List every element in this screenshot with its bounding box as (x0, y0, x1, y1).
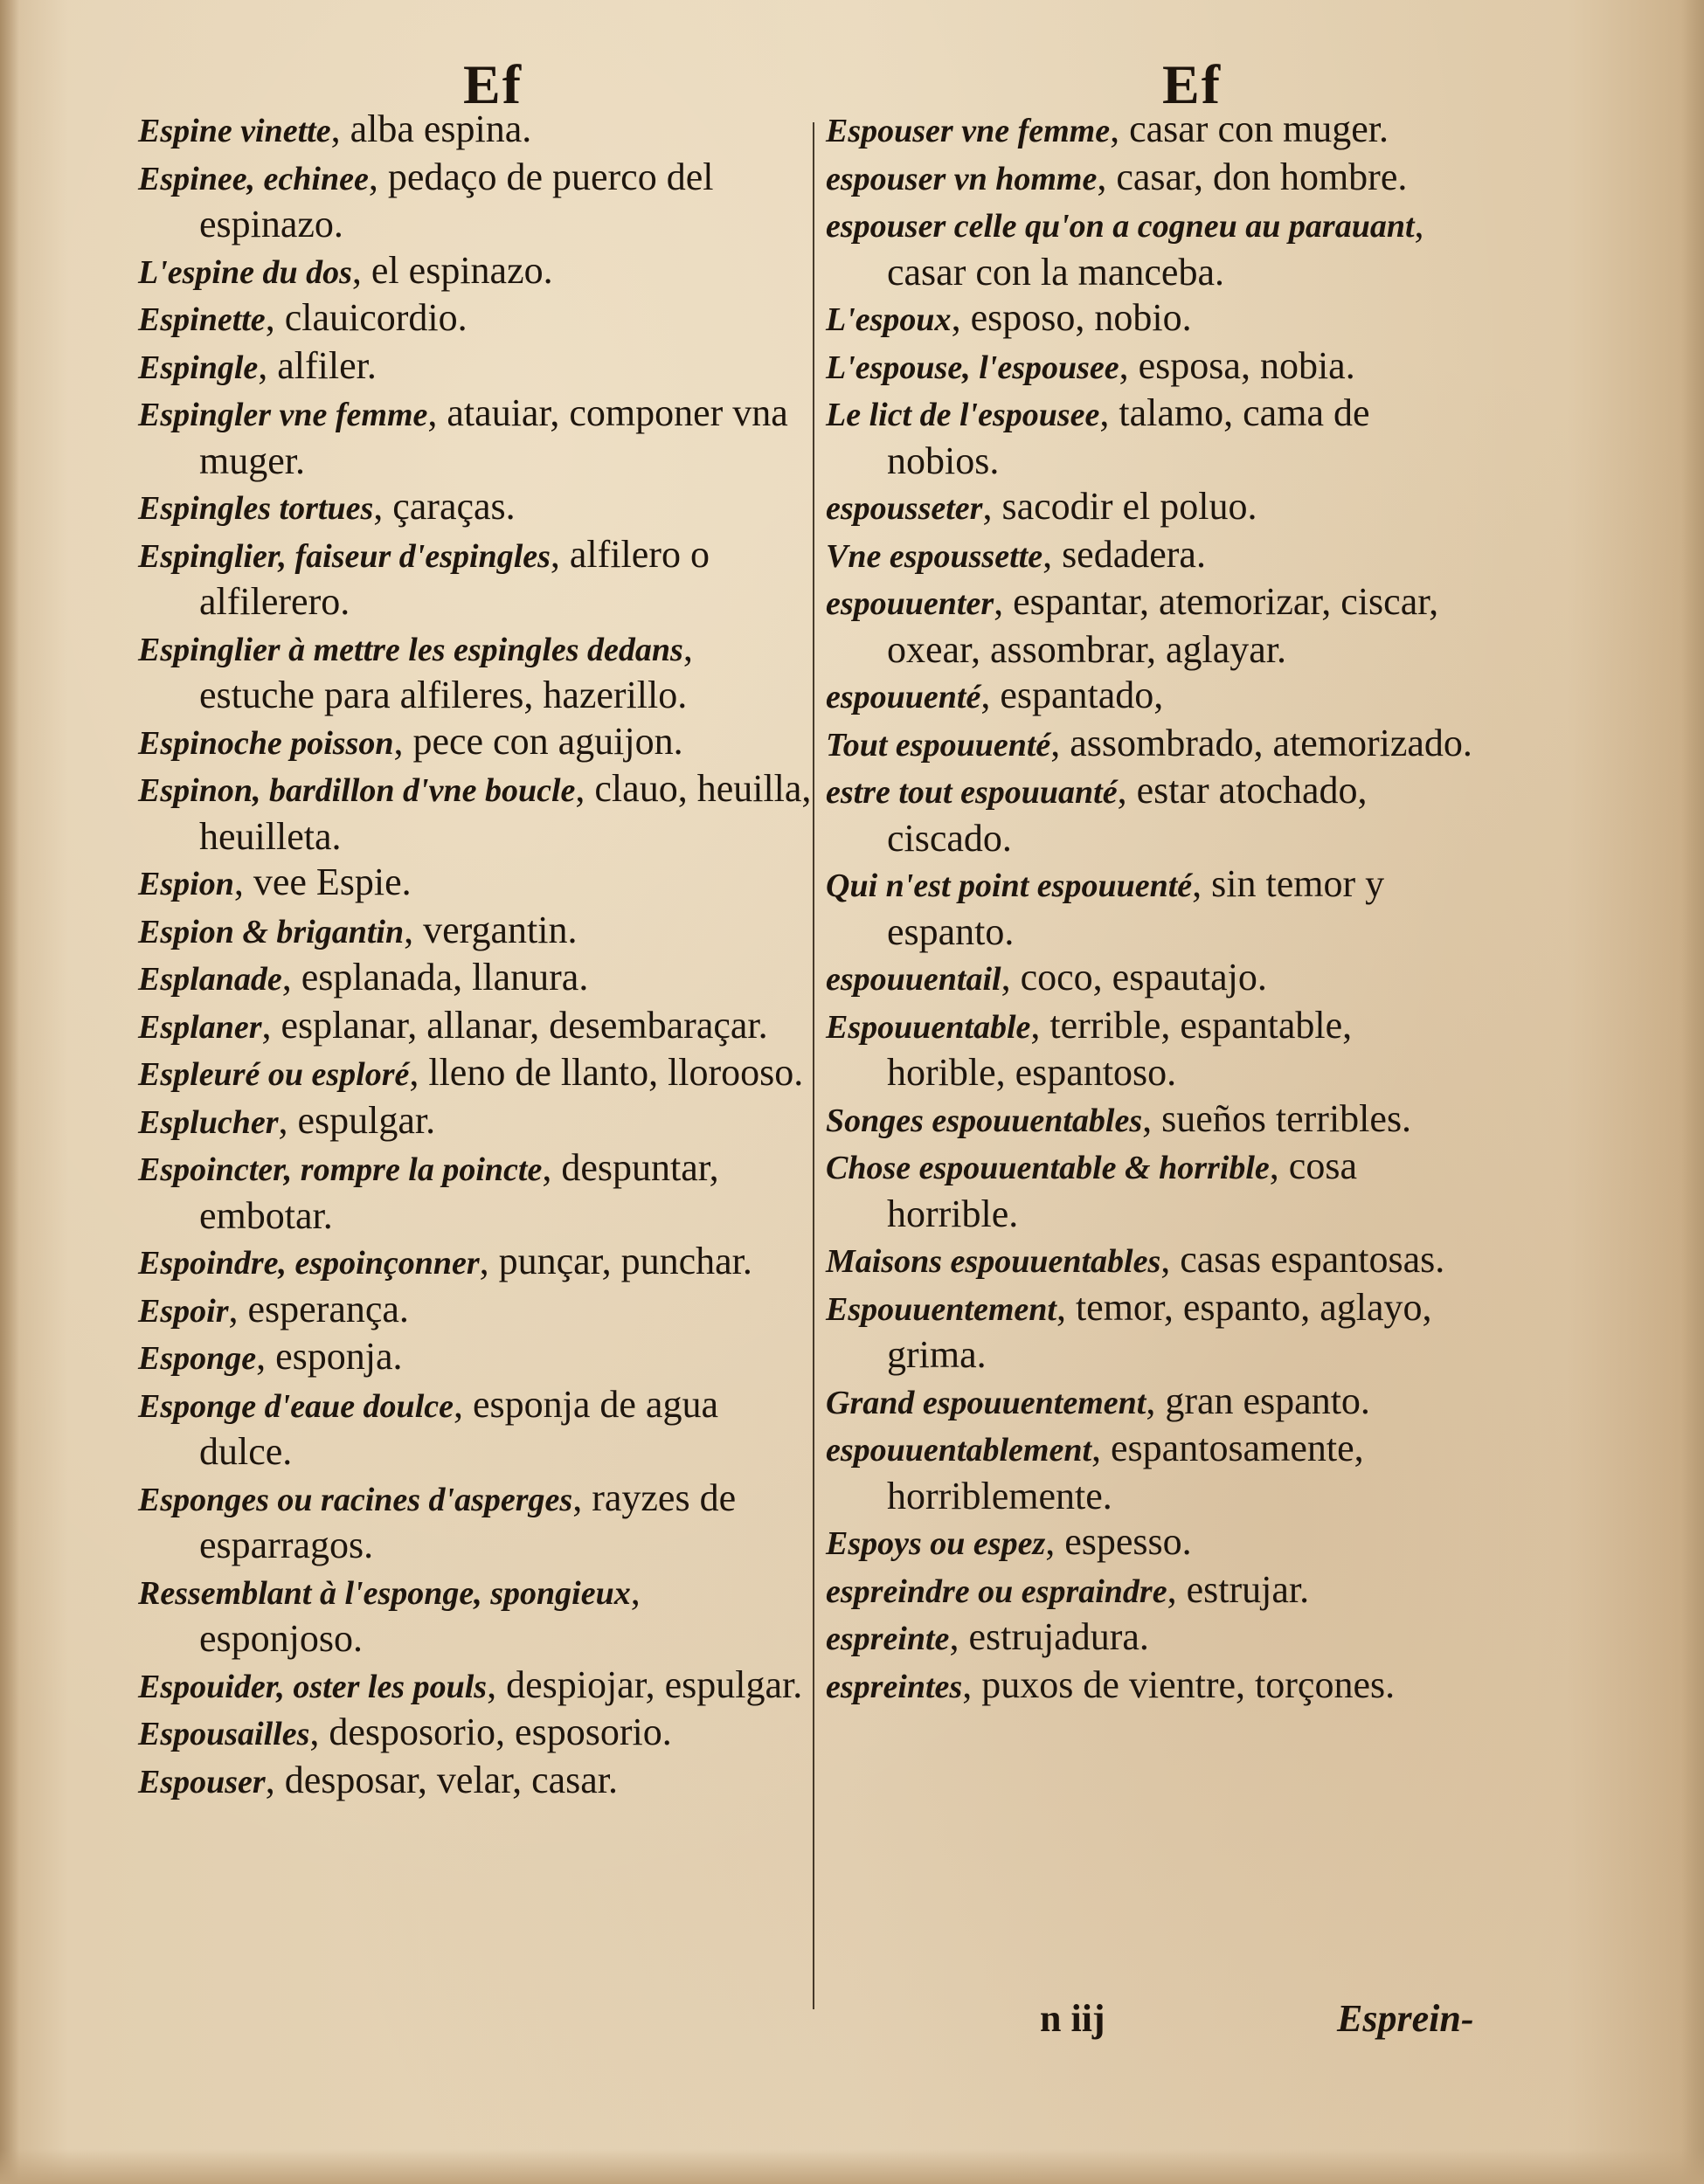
page-edge-bottom (0, 2149, 1704, 2184)
entry-headword: Songes espouuentables (826, 1102, 1143, 1139)
entry-headword: espousseter (826, 490, 983, 527)
entry-translation: , punçar, punchar. (479, 1240, 752, 1282)
entry-translation: , esplanada, llanura. (281, 956, 589, 999)
entry-headword: Maisons espouuentables (826, 1243, 1161, 1280)
entry-headword: Espine vinette (138, 113, 331, 149)
dictionary-entry (826, 202, 1477, 295)
dictionary-entry (138, 390, 813, 484)
entry-translation: , esponja. (256, 1335, 403, 1378)
entry-translation: , lleno de llanto, llorooso. (409, 1051, 804, 1094)
entry-translation: , assombrado, atemorizado. (1050, 721, 1472, 764)
entry-translation: , casas espantosas. (1160, 1238, 1445, 1281)
dictionary-entry (826, 721, 1477, 769)
entry-translation: , esponja de agua dulce. (199, 1382, 718, 1473)
dictionary-entry (138, 1382, 813, 1476)
entry-headword: espouser vn homme (826, 160, 1098, 197)
dictionary-entry (826, 390, 1477, 484)
entry-headword: Chose espouuentable & horrible (826, 1150, 1270, 1186)
dictionary-entry (138, 1334, 813, 1382)
entry-headword: Esponges ou racines d'asperges (138, 1481, 573, 1518)
entry-translation: , estar atochado, ciscado. (887, 769, 1368, 860)
dictionary-entry (826, 1096, 1477, 1144)
dictionary-entry (826, 955, 1477, 1003)
dictionary-entry (826, 1379, 1477, 1427)
dictionary-entry (138, 766, 813, 860)
dictionary-entry (826, 1614, 1477, 1662)
entry-headword: espouuenter (826, 585, 994, 622)
entry-headword: Espoys ou espez (826, 1525, 1046, 1562)
entry-translation: , cosa horrible. (887, 1144, 1357, 1235)
entry-translation: , alba espina. (330, 107, 532, 150)
entry-headword: Espouser vne femme (826, 113, 1111, 149)
entry-headword: Espinoche poisson (138, 724, 394, 762)
entry-headword: Espouuentement (826, 1290, 1056, 1328)
entry-translation: , esponjoso. (199, 1569, 641, 1660)
entry-translation: , estrujar. (1167, 1567, 1310, 1611)
dictionary-entry (138, 1239, 813, 1287)
entry-translation: , esposo, nobio. (951, 296, 1192, 339)
dictionary-entry (826, 1426, 1477, 1519)
entry-translation: , puxos de vientre, torçones. (962, 1662, 1396, 1706)
dictionary-entry (826, 107, 1477, 155)
entry-translation: , sin temor y espanto. (887, 862, 1385, 953)
entry-headword: Vne espoussette (826, 537, 1043, 575)
entry-headword: Qui n'est point espouuenté (826, 867, 1193, 904)
dictionary-entry (138, 1145, 813, 1239)
dictionary-entry (826, 1285, 1477, 1379)
entry-headword: Espoincter, rompre la poincte (138, 1151, 543, 1188)
dictionary-entry (138, 532, 813, 625)
entry-headword: espreindre ou espraindre (826, 1572, 1167, 1610)
entry-translation: , pedaço de puerco del espinazo. (199, 155, 714, 245)
entry-translation: , clauicordio. (265, 296, 468, 339)
entry-headword: Espoir (138, 1292, 229, 1330)
entry-translation: , coco, espautajo. (1001, 956, 1267, 999)
entry-translation: , atauiar, componer vna muger. (199, 391, 788, 482)
entry-translation: , sacodir el poluo. (982, 485, 1257, 528)
dictionary-entry (138, 1476, 813, 1569)
dictionary-entry (138, 107, 813, 155)
entry-headword: Espinglier à mettre les espingles dedans (138, 631, 683, 668)
entry-translation: , espantar, atemorizar, ciscar, oxear, assombrar, aglayar. (887, 580, 1439, 671)
entry-translation: , gran espanto. (1146, 1379, 1370, 1422)
signature-mark: n iij (1040, 1997, 1105, 2040)
entry-translation: , espesso. (1045, 1520, 1192, 1563)
dictionary-entry (138, 1710, 813, 1758)
entry-headword: L'espouse, l'espousee (826, 349, 1119, 386)
dictionary-entry (138, 1758, 813, 1806)
entry-headword: Esplucher (138, 1103, 279, 1141)
entry-headword: Espinette (138, 301, 266, 338)
entry-headword: espreinte (826, 1621, 950, 1657)
dictionary-entry (826, 1144, 1477, 1237)
dictionary-entry (138, 719, 813, 767)
entry-headword: Espingles tortues (138, 490, 374, 527)
dictionary-entry (138, 484, 813, 532)
entry-translation: , pece con aguijon. (393, 719, 683, 763)
dictionary-entry (138, 1569, 813, 1662)
entry-translation: , temor, espanto, aglayo, grima. (887, 1285, 1432, 1376)
dictionary-entry (138, 1662, 813, 1711)
entry-headword: Espinglier, faiseur d'espingles (138, 537, 551, 575)
entry-headword: Espouider, oster les pouls (138, 1668, 488, 1705)
entry-translation: , espantosamente, horriblemente. (887, 1427, 1364, 1517)
dictionary-entry (138, 1287, 813, 1335)
entry-translation: , despiojar, espulgar. (487, 1662, 803, 1706)
dictionary-entry (826, 673, 1477, 721)
entry-headword: L'espine du dos (138, 253, 352, 291)
entry-translation: , casar con muger. (1110, 107, 1389, 150)
entry-translation: , esposa, nobia. (1119, 343, 1355, 387)
entry-translation: , clauo, heuilla, heuilleta. (199, 767, 812, 858)
dictionary-entry (138, 908, 813, 956)
running-head-right: Ef (1162, 53, 1222, 115)
entry-headword: estre tout espouuanté (826, 774, 1118, 811)
entry-translation: , terrible, espantable, horible, espantoso. (887, 1003, 1353, 1094)
entry-translation: , vee Espie. (233, 860, 412, 903)
entry-headword: Espingler vne femme (138, 397, 428, 433)
entry-headword: Le lict de l'espousee (826, 397, 1100, 433)
dictionary-entry (826, 1003, 1477, 1096)
entry-headword: Espinee, echinee (138, 160, 369, 197)
right-column (826, 107, 1477, 1710)
dictionary-entry (138, 295, 813, 343)
entry-headword: Espinon, bardillon d'vne boucle (138, 772, 576, 809)
dictionary-entry (826, 1662, 1477, 1711)
entry-headword: espouser celle qu'on a cogneu au parauant (826, 208, 1415, 245)
dictionary-entry (826, 768, 1477, 861)
entry-headword: Espion & brigantin (138, 913, 405, 950)
dictionary-entry (138, 155, 813, 248)
entry-translation: , estuche para alfileres, hazerillo. (199, 625, 693, 716)
running-head-left: Ef (463, 53, 523, 115)
dictionary-entry (826, 1567, 1477, 1615)
entry-translation: , casar, don hombre. (1097, 155, 1408, 198)
entry-translation: , desposar, velar, casar. (265, 1758, 619, 1801)
entry-headword: Esplanade (138, 961, 282, 998)
entry-headword: Tout espouuenté (826, 726, 1051, 764)
entry-translation: , sueños terribles. (1142, 1096, 1412, 1140)
entry-headword: Ressemblant à l'esponge, spongieux (138, 1574, 631, 1612)
catchword: Esprein- (1337, 1997, 1474, 2040)
dictionary-entry (826, 1237, 1477, 1285)
entry-headword: Espingle (138, 349, 259, 386)
dictionary-entry (826, 532, 1477, 580)
dictionary-entry (826, 343, 1477, 391)
entry-translation: , espantado, (980, 674, 1164, 716)
entry-headword: Espousailles (138, 1716, 310, 1752)
entry-translation: , estrujadura. (949, 1615, 1149, 1658)
dictionary-entry (138, 860, 813, 908)
entry-translation: , esplanar, allanar, desembaraçar. (261, 1003, 768, 1047)
dictionary-entry (826, 861, 1477, 955)
dictionary-entry (138, 343, 813, 391)
entry-translation: , rayzes de esparragos. (199, 1476, 737, 1566)
entry-translation: , alfilero o alfilerero. (199, 532, 710, 623)
entry-translation: , despuntar, embotar. (199, 1146, 719, 1237)
entry-headword: Esponge (138, 1340, 257, 1377)
page-edge-right (1681, 0, 1704, 2184)
dictionary-entry (826, 1519, 1477, 1567)
dictionary-entry (138, 955, 813, 1003)
page-edge-left (0, 0, 19, 2184)
entry-translation: , talamo, cama de nobios. (887, 391, 1370, 482)
entry-headword: Espouuentable (826, 1008, 1031, 1046)
entry-headword: Espouser (138, 1763, 266, 1800)
dictionary-entry (826, 295, 1477, 343)
dictionary-entry (138, 625, 813, 719)
dictionary-entry (138, 1050, 813, 1098)
entry-translation: , esperança. (228, 1287, 409, 1330)
entry-headword: Grand espouuentement (826, 1384, 1146, 1421)
entry-translation: , desposorio, esposorio. (309, 1711, 672, 1753)
entry-translation: , casar con la manceba. (887, 203, 1424, 294)
entry-translation: , alfiler. (258, 343, 377, 387)
dictionary-entry (826, 484, 1477, 532)
column-divider (813, 122, 814, 2009)
entry-translation: , sedadera. (1042, 532, 1206, 576)
dictionary-entry (826, 579, 1477, 673)
dictionary-entry (138, 248, 813, 296)
entry-headword: espouuentablement (826, 1432, 1092, 1469)
dictionary-entry (826, 155, 1477, 203)
entry-headword: espreintes (826, 1668, 963, 1705)
entry-translation: , espulgar. (278, 1098, 436, 1142)
entry-headword: Espoindre, espoinçonner (138, 1245, 480, 1282)
entry-translation: , el espinazo. (351, 248, 553, 292)
entry-headword: Espion (138, 866, 234, 902)
entry-headword: Esponge d'eaue doulce (138, 1387, 454, 1425)
left-column (138, 107, 813, 1805)
entry-translation: , vergantin. (404, 908, 578, 951)
dictionary-entry (138, 1003, 813, 1051)
entry-headword: Espleuré ou esploré (138, 1056, 410, 1093)
entry-headword: espouuentail (826, 961, 1001, 998)
entry-headword: Esplaner (138, 1008, 262, 1046)
dictionary-entry (138, 1098, 813, 1146)
entry-translation: , çaraças. (373, 485, 516, 528)
entry-headword: espouuenté (826, 679, 981, 715)
entry-headword: L'espoux (826, 301, 952, 338)
